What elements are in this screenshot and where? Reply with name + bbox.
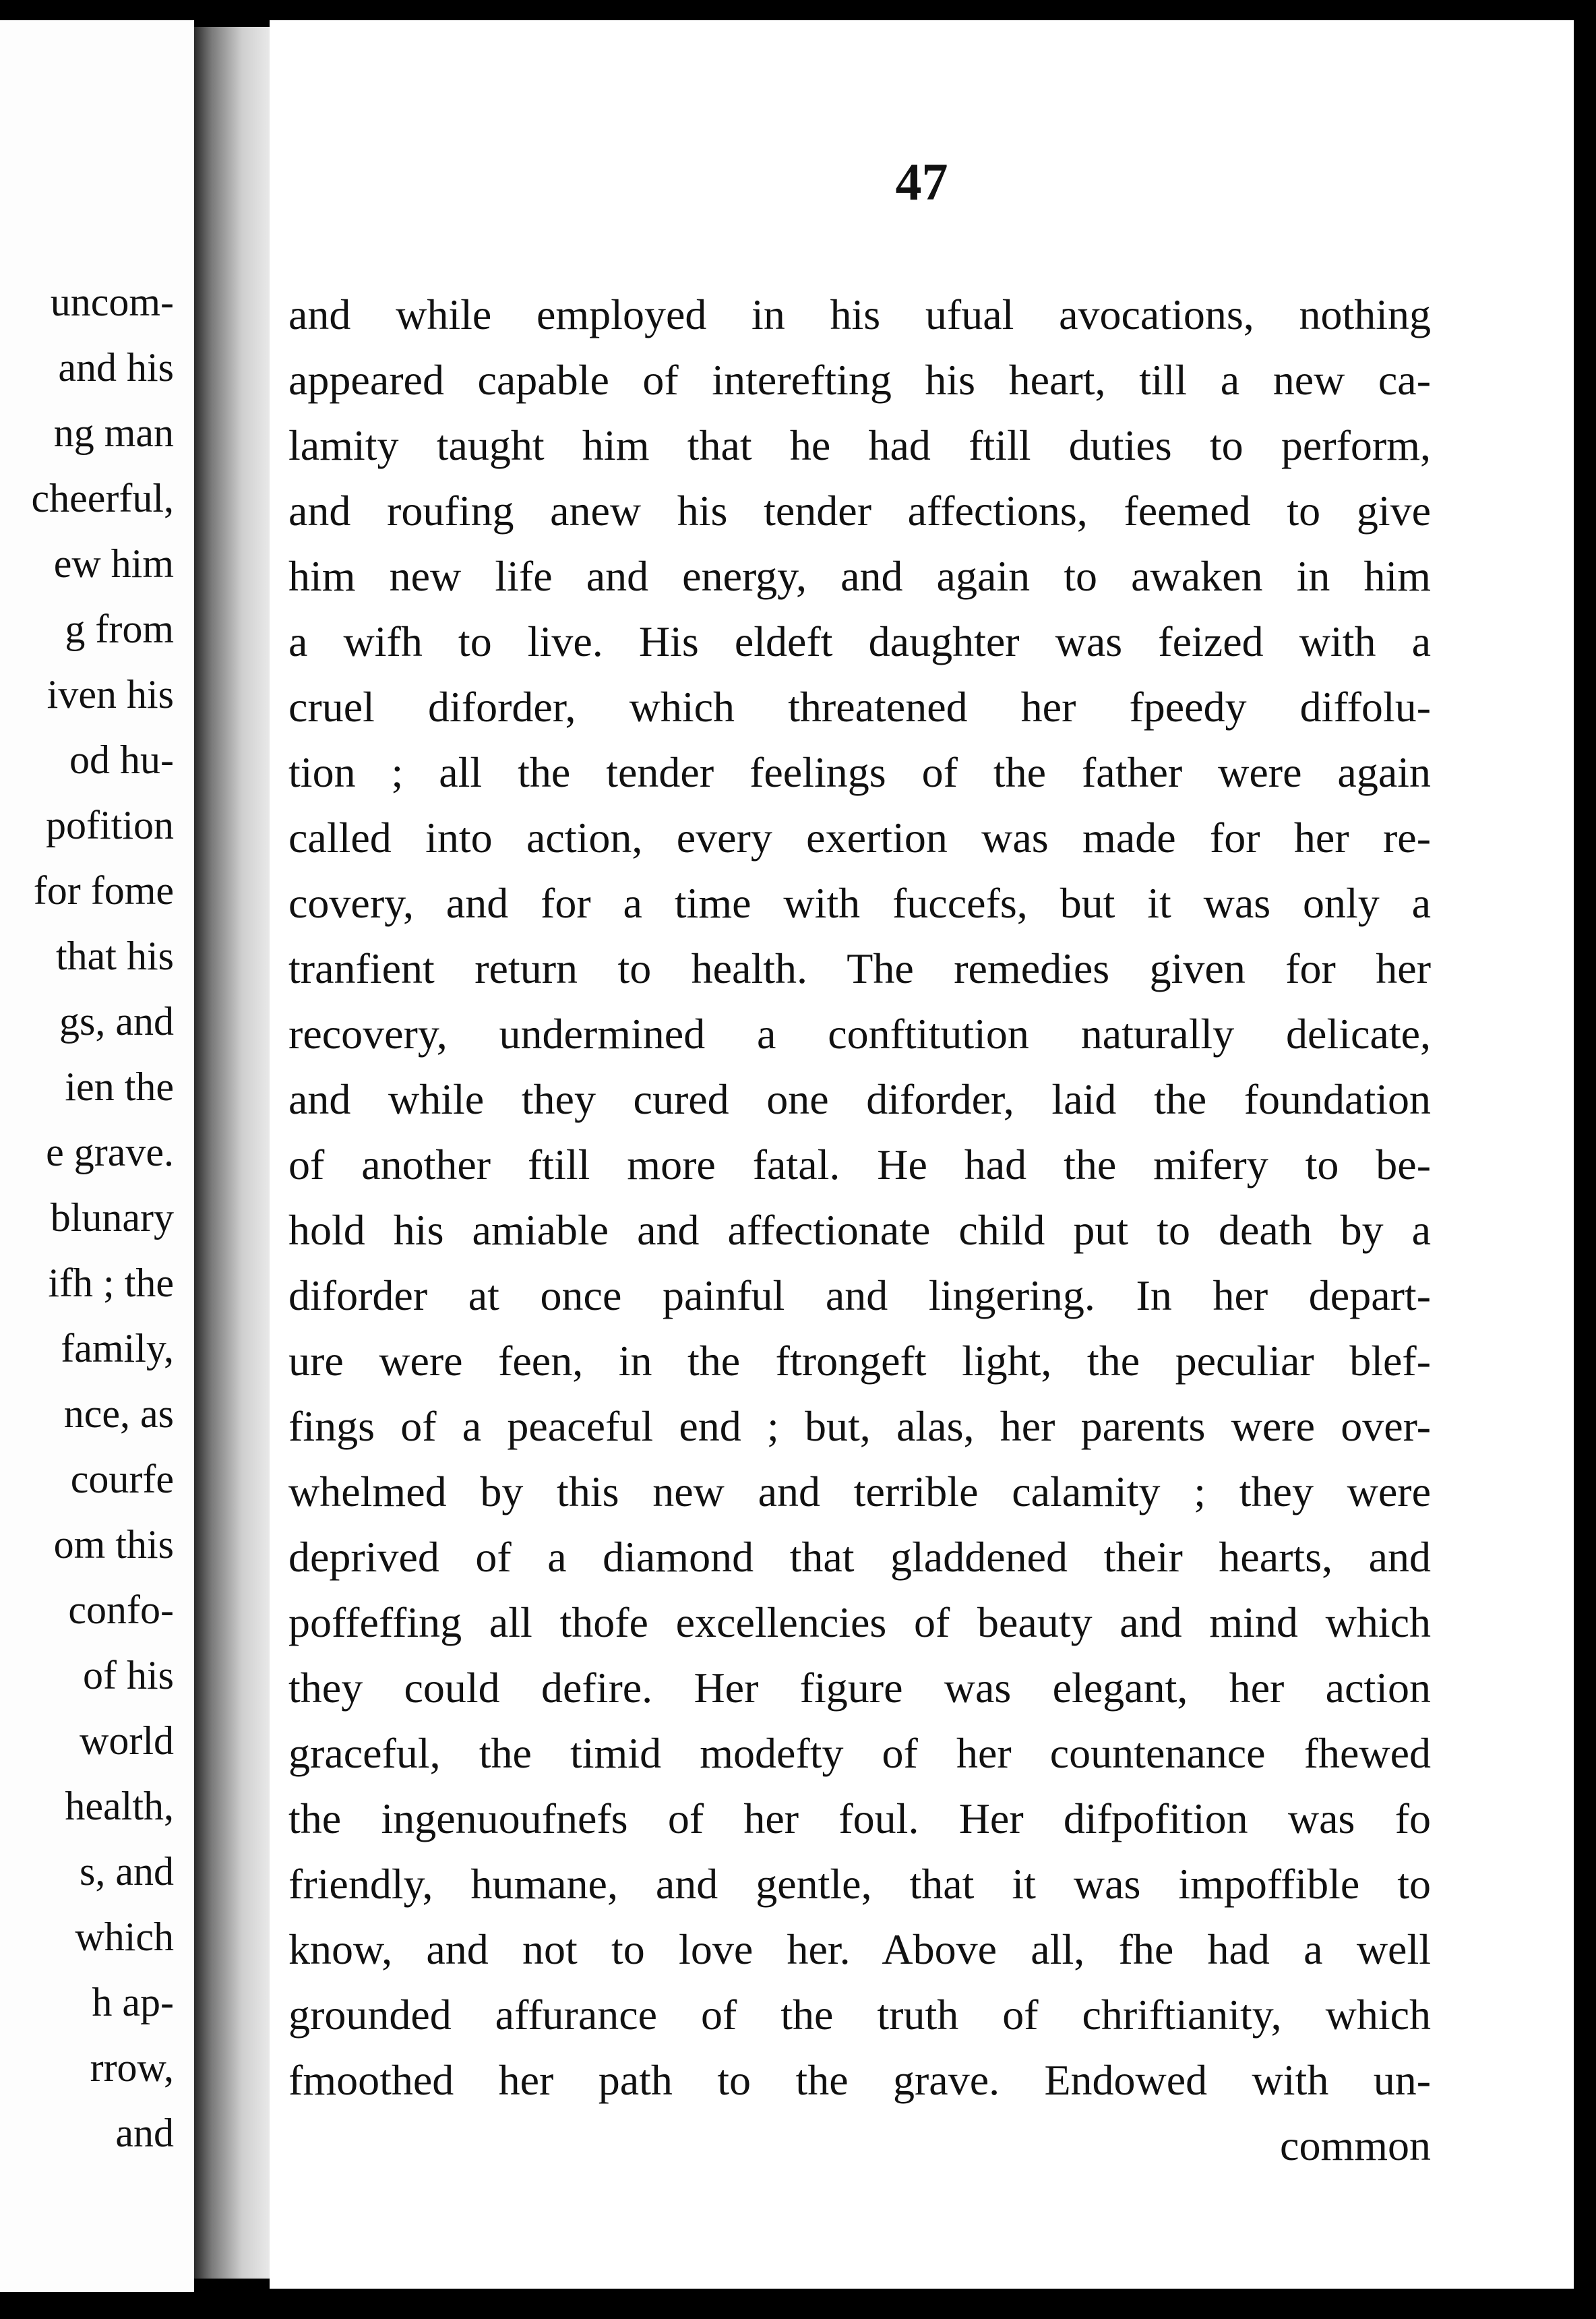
text-line: know, and not to love her. Above all, fhe had a well [288,1925,1431,1973]
text-line: tion ; all the tender feelings of the father were again [288,748,1431,796]
page-body-text [288,0,1431,2225]
left-page-line: od hu- [69,737,174,782]
left-page-line: gs, and [59,999,174,1044]
left-page-line: iven his [47,672,174,717]
text-line: they could defire. Her figure was elegant, her action [288,1664,1431,1712]
left-page-line: ng man [53,411,174,455]
text-line: graceful, the timid modefty of her countenance fhewed [288,1729,1431,1777]
left-page-line: family, [61,1326,174,1371]
left-page-line: ien the [65,1064,174,1109]
text-line: grounded affurance of the truth of chriftianity, which [288,1991,1431,2039]
text-line: him new life and energy, and again to awaken in him [288,552,1431,600]
text-line: appeared capable of interefting his heart, till a new ca- [288,356,1431,404]
left-page-line: and [115,2111,174,2155]
text-line: and roufing anew his tender affections, feemed to give [288,487,1431,535]
text-line: diforder at once painful and lingering. In her depart- [288,1271,1431,1319]
left-page-line: world [80,1718,174,1763]
left-page-line: g from [65,607,174,651]
text-line: covery, and for a time with fuccefs, but it was only a [288,879,1431,927]
text-line: cruel diforder, which threatened her fpeedy diffolu- [288,683,1431,731]
left-page-line: pofition [46,803,174,847]
left-page-line: which [75,1915,174,1959]
text-line: fmoothed her path to the grave. Endowed with un- [288,2056,1431,2104]
left-page-line: uncom- [50,280,174,324]
text-line: tranfient return to health. The remedies given for her [288,944,1431,992]
left-page-line: blunary [50,1195,174,1240]
book-gutter-shadow [194,27,282,2279]
text-line: a wifh to live. His eldeft daughter was feized with a [288,618,1431,665]
text-line: and while they cured one diforder, laid the foundation [288,1075,1431,1123]
left-page-line: e grave. [46,1130,174,1174]
text-line: recovery, undermined a conftitution naturally delicate, [288,1010,1431,1058]
text-line: fings of a peaceful end ; but, alas, her parents were over- [288,1402,1431,1450]
left-page-line: health, [65,1784,174,1828]
left-page-line: and his [58,345,174,390]
left-page-line: rrow, [90,2045,174,2090]
text-line: deprived of a diamond that gladdened their hearts, and [288,1533,1431,1581]
left-page-line: courfe [70,1457,174,1501]
left-page-line: confo- [68,1588,174,1632]
text-line: friendly, humane, and gentle, that it was impoffible to [288,1860,1431,1908]
text-line: ure were feen, in the ftrongeft light, the peculiar blef- [288,1337,1431,1385]
text-line: hold his amiable and affectionate child put to death by a [288,1206,1431,1254]
left-page-line: of his [83,1653,174,1697]
catchword: common [1280,2121,1431,2169]
left-page-line: s, and [80,1849,174,1894]
page-number: 47 [895,152,948,211]
left-page-line: ew him [53,541,174,586]
text-line: and while employed in his ufual avocations, nothing [288,291,1431,338]
left-page-line: h ap- [92,1980,174,2024]
left-page-line: ifh ; the [48,1261,174,1305]
left-page-line: om this [53,1522,174,1567]
left-page-line: nce, as [63,1391,174,1436]
text-line: the ingenuoufnefs of her foul. Her difpofition was fo [288,1795,1431,1842]
left-page-line: cheerful, [31,476,174,520]
text-line: whelmed by this new and terrible calamity ; they were [288,1468,1431,1515]
text-line: poffeffing all thofe excellencies of beauty and mind which [288,1598,1431,1646]
text-line: called into action, every exertion was made for her re- [288,814,1431,862]
left-page-line: for fome [33,868,174,913]
text-line: lamity taught him that he had ftill duties to perform, [288,421,1431,469]
text-line: of another ftill more fatal. He had the mifery to be- [288,1141,1431,1188]
previous-page-fragment [0,20,194,2292]
left-page-line: that his [56,934,174,978]
